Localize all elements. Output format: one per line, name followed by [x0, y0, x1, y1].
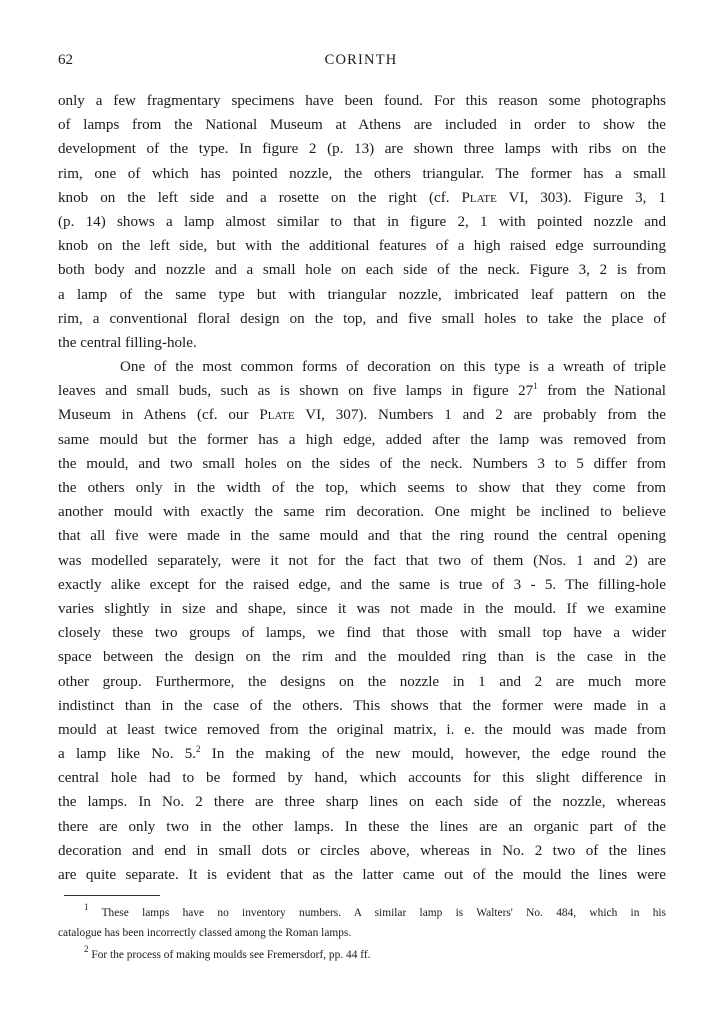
text-line: indistinct than in the case of the others. This shows that the former were made in a: [58, 697, 666, 714]
text-line: One of the most common forms of decoration on this type is a wreath of triple: [120, 359, 666, 376]
text-line: another mould with exactly the same rim decoration. One might be inclined to believe: [58, 504, 666, 521]
text-line: knob on the left side, but with the additional features of a high raised edge surrounding: [58, 238, 666, 255]
text-line: varies slightly in size and shape, since it was not made in the mould. If we examine: [58, 600, 666, 617]
text-line: the mould, and two small holes on the sides of the neck. Numbers 3 to 5 differ from: [58, 455, 666, 472]
text-line: there are only two in the other lamps. In these the lines are an organic part of the: [58, 818, 666, 835]
page-number: 62: [58, 52, 73, 68]
text-line: leaves and small buds, such as is shown on five lamps in figure $27^1$ from the National: [58, 381, 666, 400]
text-line: only a few fragmentary specimens have been found. For this reason some photographs: [58, 93, 666, 109]
text-line: exactly alike except for the raised edge, and the same is true of 3 - 5. The filling-hole: [58, 576, 666, 593]
text-line: rim, a conventional floral design on the top, and five small holes to take the place of: [58, 310, 666, 327]
text-line: knob on the left side and a rosette on the right (cf. Plate VI, 303). Figure 3, 1: [58, 189, 666, 206]
footnote-ref-2: 2: [196, 744, 201, 755]
footnote-line: $^1$ These lamps have no inventory numbers. A similar lamp is Walters' No. 484, which in his: [84, 902, 666, 919]
text-line: development of the type. In figure 2 (p. 13) are shown three lamps with ribs on the: [58, 141, 666, 158]
footnote-2: $^2$ For the process of making moulds see Fremersdorf, pp. 44 ff.: [84, 944, 371, 961]
text-line: mould at least twice removed from the original matrix, i. e. the mould was made from: [58, 721, 666, 738]
text-line: closely these two groups of lamps, we find that those with small top have a wider: [58, 625, 666, 642]
footnote-line: catalogue has been incorrectly classed among the Roman lamps.: [58, 927, 352, 939]
text-line: the lamps. In No. 2 there are three sharp lines on each side of the nozzle, whereas: [58, 794, 666, 811]
text-line: a lamp like No. 5.$^2$ In the making of the new mould, however, the edge round the: [58, 744, 667, 763]
text-line: the others only in the width of the top, which seems to show that they come from: [58, 480, 666, 496]
text-line: central hole had to be formed by hand, which accounts for this slight difference in: [58, 770, 666, 787]
text-line: are quite separate. It is evident that as the latter came out of the mould the lines were: [58, 867, 666, 883]
footnote-divider: [64, 895, 160, 896]
text-line: other group. Furthermore, the designs on the nozzle in 1 and 2 are much more: [58, 673, 666, 690]
text-line: (p. 14) shows a lamp almost similar to that in figure 2, 1 with pointed nozzle and: [58, 213, 666, 230]
footnote-marker: 2: [84, 944, 89, 954]
text-line: same mould but the former has a high edge, added after the lamp was removed from: [58, 431, 666, 448]
plate-ref: Plate: [259, 407, 295, 424]
body-text: [58, 89, 666, 887]
text-line: space between the design on the rim and the moulded ring than is the case in the: [58, 649, 666, 666]
text-line: a lamp of the same type but with triangular nozzle, imbricated leaf pattern on the: [58, 286, 666, 303]
footnote-1: [58, 903, 666, 943]
plate-ref: Plate: [461, 189, 497, 206]
text-line: the central filling-hole.: [58, 334, 197, 351]
footnotes: [58, 903, 666, 965]
running-title: CORINTH: [324, 52, 398, 68]
text-line: of lamps from the National Museum at Athens are included in order to show the: [58, 117, 666, 134]
text-line: decoration and end in small dots or circles above, whereas in No. 2 two of the lines: [58, 842, 666, 859]
text-line: Museum in Athens (cf. our Plate VI, 307). Numbers 1 and 2 are probably from the: [58, 407, 666, 424]
footnote-ref-1: 1: [533, 381, 538, 392]
text-line: rim, one of which has pointed nozzle, the others triangular. The former has a small: [58, 165, 666, 182]
text-line: that all five were made in the same mould and that the ring round the central opening: [58, 528, 666, 545]
text-line: both body and nozzle and a small hole on each side of the neck. Figure 3, 2 is from: [58, 262, 666, 279]
page-header: [58, 52, 664, 74]
footnote-marker: 1: [84, 902, 89, 912]
text-line: was modelled separately, were it not for the fact that two of them (Nos. 1 and 2) are: [58, 552, 666, 569]
